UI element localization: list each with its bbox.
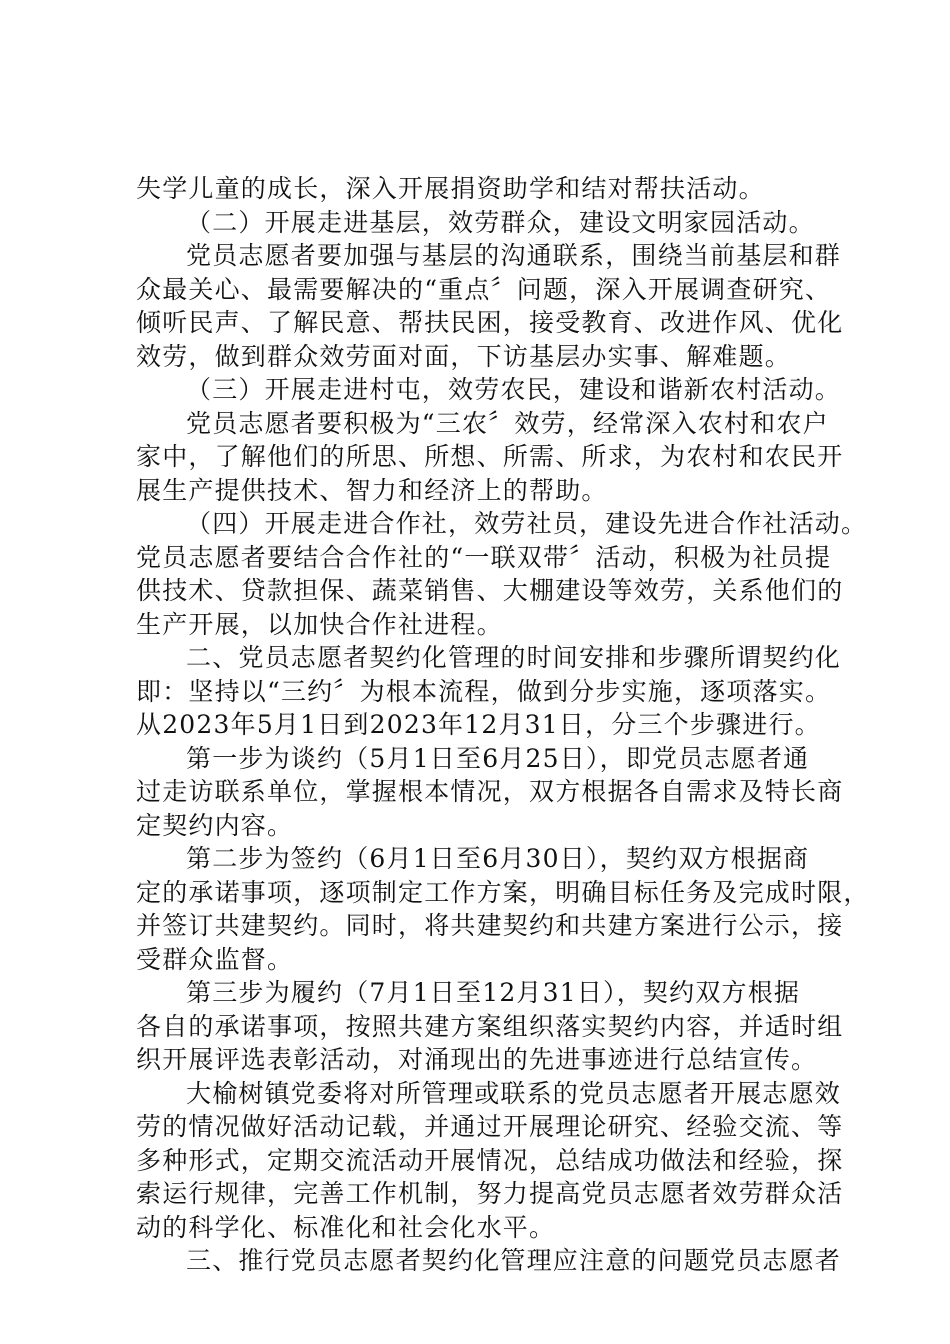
section-heading: 三、推行党员志愿者契约化管理应注意的问题党员志愿者 (186, 1246, 842, 1275)
text-line: 展生产提供技术、智力和经济上的帮助。 (136, 475, 608, 505)
text-line: 效劳，做到群众效劳面对面，下访基层办实事、解难题。 (136, 341, 792, 371)
text-line: 倾听民声、了解民意、帮扶民困，接受教育、改进作风、优化 (136, 308, 844, 337)
text-line: 受群众监督。 (136, 944, 294, 974)
text-line: 各自的承诺事项，按照共建方案组织落实契约内容，并适时组 (136, 1011, 844, 1041)
text-line: 供技术、贷款担保、蔬菜销售、大棚建设等效劳，关系他们的 (136, 576, 844, 605)
text-line: 党员志愿者要积极为“三农〞效劳，经常深入农村和农户 (186, 408, 829, 438)
text-line: 索运行规律，完善工作机制，努力提高党员志愿者效劳群众活 (136, 1179, 844, 1208)
text-line: 第一步为谈约（5月1日至6月25日），即党员志愿者通 (186, 743, 810, 773)
body-text (136, 172, 870, 1278)
text-line: 第二步为签约（6月1日至6月30日），契约双方根据商 (186, 844, 810, 873)
text-line: 众最关心、最需要解决的“重点〞问题，深入开展调查研究、 (136, 274, 832, 304)
text-line: 第三步为履约（7月1日至12月31日），契约双方根据 (186, 978, 801, 1007)
text-line: 即：坚持以“三约〞为根本流程，做到分步实施，逐项落实。 (136, 676, 832, 706)
text-line: 过走访联系单位，掌握根本情况，双方根据各自需求及特长商 (136, 777, 844, 806)
section-heading: 二、党员志愿者契约化管理的时间安排和步骤所谓契约化 (186, 643, 842, 672)
text-line: 党员志愿者要加强与基层的沟通联系，围绕当前基层和群 (186, 241, 842, 270)
text-line: 并签订共建契约。同时，将共建契约和共建方案进行公示，接 (136, 911, 844, 940)
text-line: 失学儿童的成长，深入开展捐资助学和结对帮扶活动。 (136, 174, 765, 203)
text-line: 从2023年5月1日到2023年12月31日，分三个步骤进行。 (136, 710, 821, 739)
text-line: 大榆树镇党委将对所管理或联系的党员志愿者开展志愿效 (186, 1078, 842, 1108)
text-line: 织开展评选表彰活动，对涌现出的先进事迹进行总结宣传。 (136, 1045, 818, 1074)
text-line: 家中，了解他们的所思、所想、所需、所求，为农村和农民开 (136, 442, 844, 471)
section-heading: （四）开展走进合作社，效劳社员，建设先进合作社活动。 (186, 509, 868, 538)
text-line: 定契约内容。 (136, 810, 294, 840)
text-line: 动的科学化、标准化和社会化水平。 (136, 1212, 556, 1242)
section-heading: （三）开展走进村屯，效劳农民，建设和谐新农村活动。 (186, 375, 842, 404)
text-line: 劳的情况做好活动记载，并通过开展理论研究、经验交流、等 (136, 1112, 844, 1141)
text-line: 定的承诺事项，逐项制定工作方案，明确目标任务及完成时限， (136, 877, 870, 907)
text-line: 多种形式，定期交流活动开展情况，总结成功做法和经验，探 (136, 1145, 844, 1175)
section-heading: （二）开展走进基层，效劳群众，建设文明家园活动。 (186, 207, 815, 237)
text-line: 党员志愿者要结合合作社的“一联双带〞活动，积极为社员提 (136, 542, 832, 572)
text-line: 生产开展，以加快合作社进程。 (136, 609, 503, 639)
